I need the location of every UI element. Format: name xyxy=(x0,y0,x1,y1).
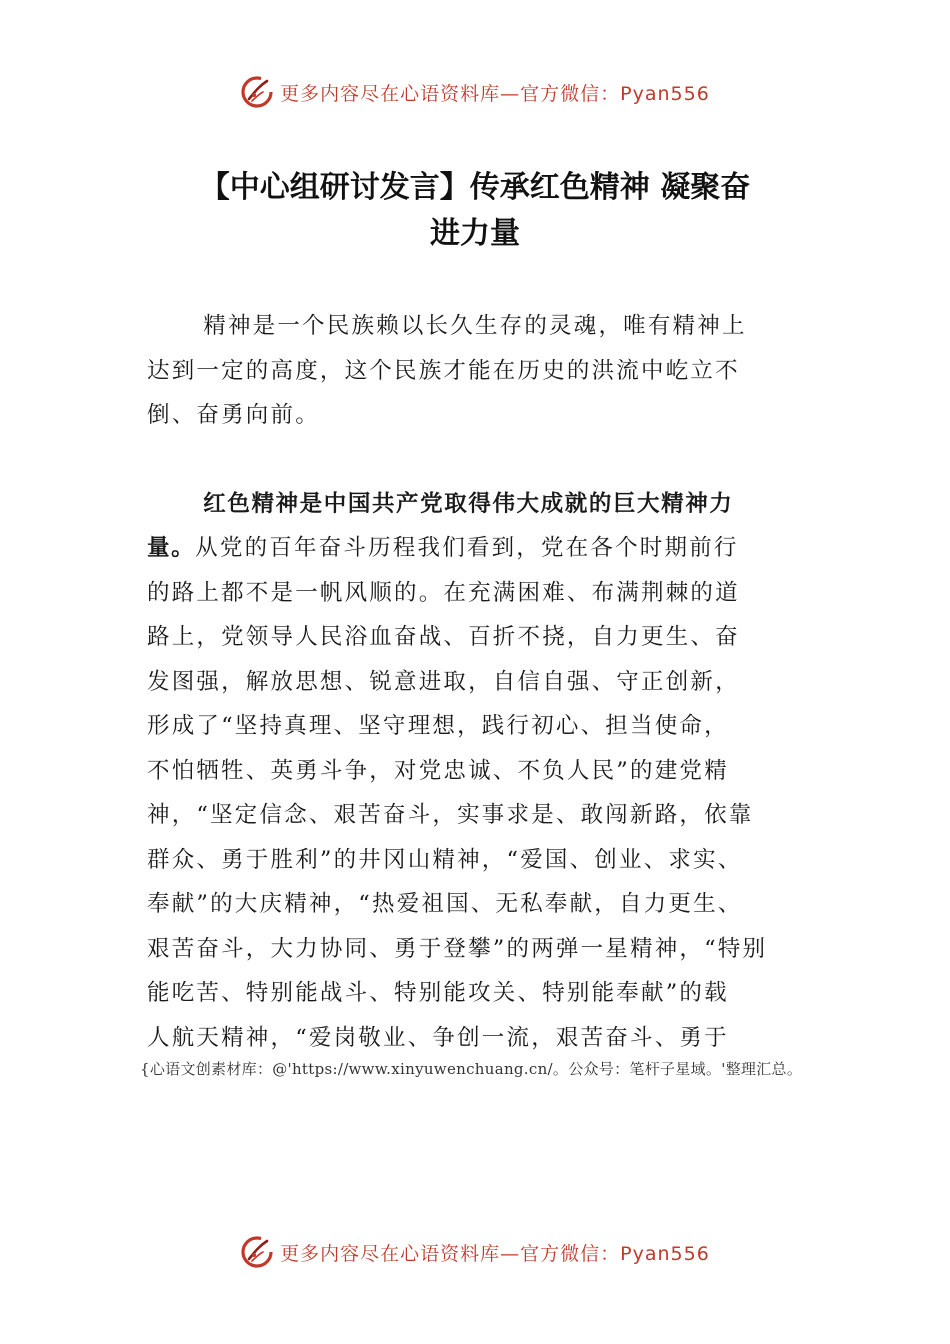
title-line-2: 进力量 xyxy=(430,216,520,251)
paragraph-line: 艰苦奋斗，大力协同、勇于登攀”的两弹一星精神，“特别 xyxy=(147,935,768,962)
paragraph-line: 发图强，解放思想、锐意进取，自信自强、守正创新， xyxy=(147,668,740,695)
document-body xyxy=(147,304,812,1060)
ink-brush-circle-logo-icon xyxy=(240,75,274,109)
lead-ending: 量。 xyxy=(147,535,196,561)
banner-text xyxy=(280,79,710,106)
document-title xyxy=(0,165,950,257)
paragraph-line: 路上，党领导人民浴血奋战、百折不挠，自力更生、奋 xyxy=(147,624,740,650)
paragraph-lead-line: 红色精神是中国共产党取得伟大成就的巨大精神力 xyxy=(203,490,734,517)
paragraph-line: 人航天精神，“爱岗敬业、争创一流，艰苦奋斗、勇于 xyxy=(147,1024,729,1051)
banner-wechat-id: Pyan556 xyxy=(620,1242,710,1265)
paragraph-line: 神，“坚定信念、艰苦奋斗，实事求是、敢闯新路，依靠 xyxy=(147,802,754,828)
title-line-1: 【中心组研讨发言】传承红色精神 凝聚奋 xyxy=(199,170,751,205)
banner-wechat-id: Pyan556 xyxy=(620,82,710,105)
line-rest: 从党的百年奋斗历程我们看到，党在各个时期前行 xyxy=(195,535,739,561)
paragraph-line: 群众、勇于胜利”的井冈山精神，“爱国、创业、求实、 xyxy=(147,846,743,873)
paragraph-line xyxy=(147,526,812,571)
paragraph-line: 达到一定的高度，这个民族才能在历史的洪流中屹立不 xyxy=(147,357,740,384)
paragraph-line: 的路上都不是一帆风顺的。在充满困难、布满荆棘的道 xyxy=(147,579,740,606)
paragraph-2 xyxy=(147,482,812,1061)
banner-text xyxy=(280,1239,710,1266)
banner-label: 更多内容尽在心语资料库—官方微信： xyxy=(280,1242,621,1265)
footer-banner xyxy=(0,1232,950,1272)
paragraph-line: 能吃苦、特别能战斗、特别能攻关、特别能奉献”的载 xyxy=(147,980,729,1006)
ink-brush-circle-logo-icon xyxy=(240,1235,274,1269)
banner-label: 更多内容尽在心语资料库—官方微信： xyxy=(280,82,621,105)
paragraph-line: 不怕牺牲、英勇斗争，对党忠诚、不负人民”的建党精 xyxy=(147,757,729,784)
header-banner xyxy=(0,72,950,112)
paragraph-line: 倒、奋勇向前。 xyxy=(147,402,320,428)
paragraph-line: 形成了“坚持真理、坚守理想，践行初心、担当使命， xyxy=(147,713,729,739)
source-watermark: {心语文创素材库：@'https://www.xinyuwenchuang.cn/。公众号：笔杆子星域。'整理汇总。 xyxy=(140,1060,803,1078)
paragraph-line: 奉献”的大庆精神，“热爱祖国、无私奉献，自力更生、 xyxy=(147,891,743,917)
paragraph-line: 精神是一个民族赖以长久生存的灵魂，唯有精神上 xyxy=(203,313,747,339)
paragraph-1 xyxy=(147,304,812,438)
